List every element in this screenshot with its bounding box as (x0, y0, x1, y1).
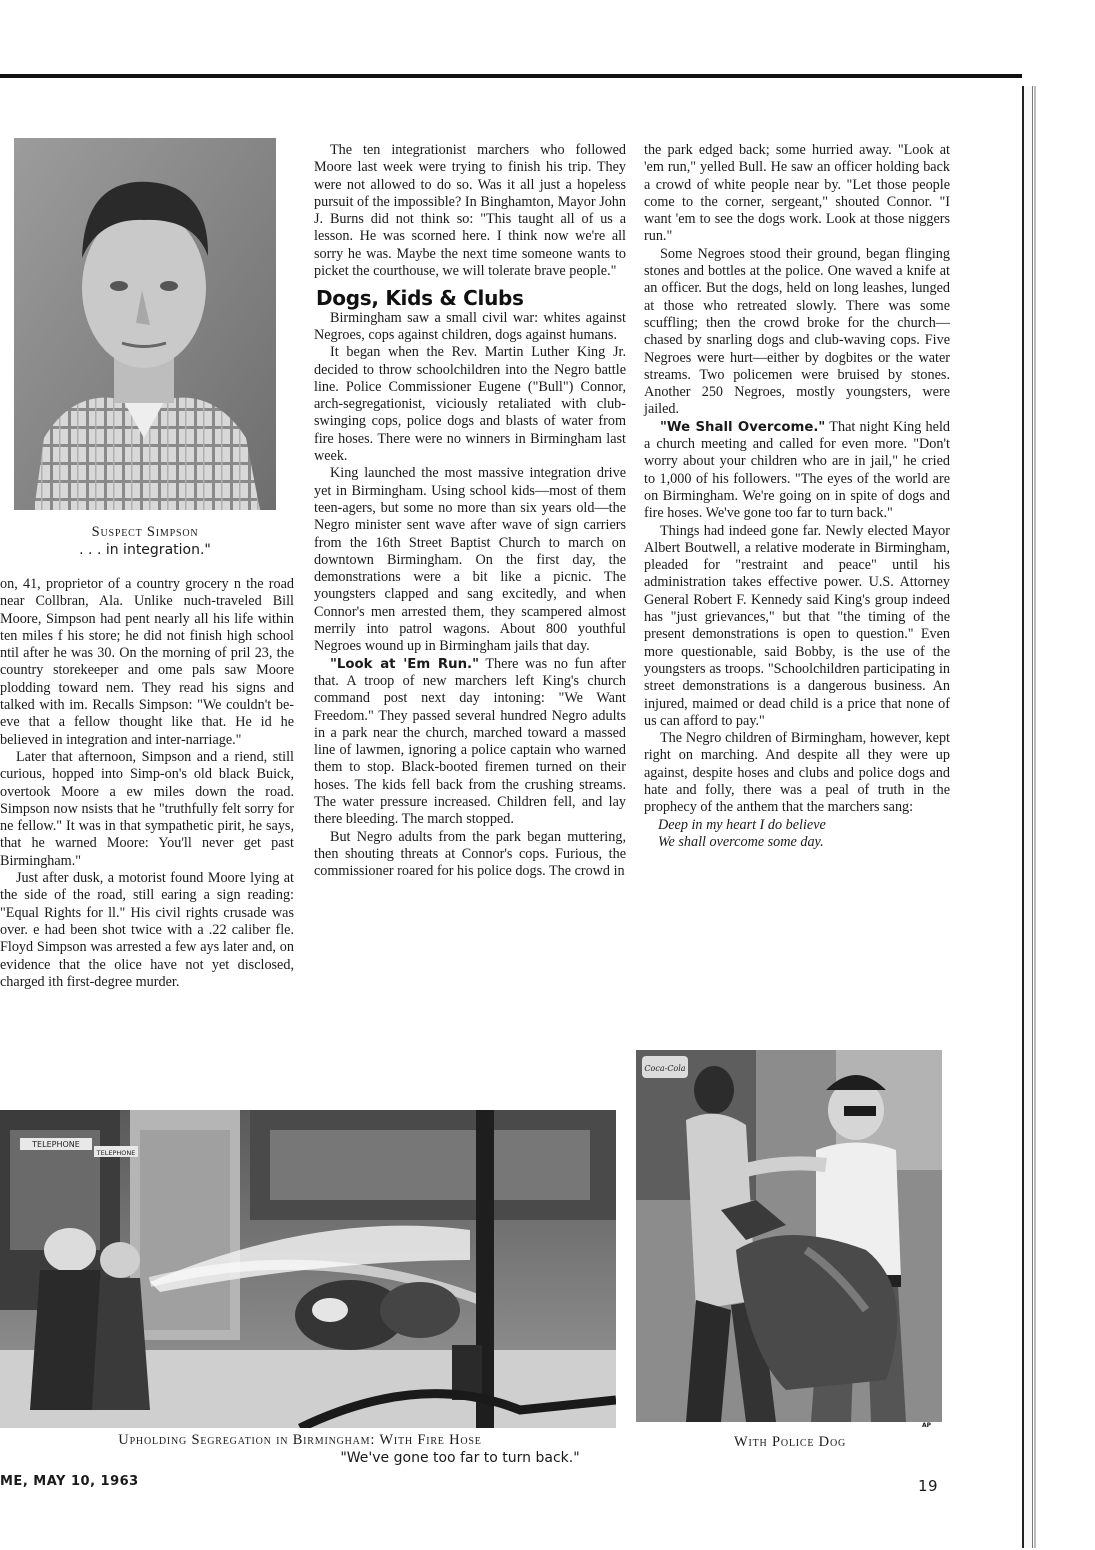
page-edge (1022, 86, 1033, 1548)
telephone-sign: TELEPHONE (96, 1149, 136, 1157)
page-edge-shadow (1034, 86, 1036, 1548)
police-dog-caption: With Police Dog (733, 1434, 846, 1450)
portrait-quote: . . . in integration." (79, 542, 211, 558)
top-rule (0, 74, 1022, 78)
anthem-line: We shall overcome some day. (658, 833, 824, 850)
photo-credit: AP (922, 1422, 932, 1429)
anthem-line: Deep in my heart I do believe (658, 816, 826, 833)
column2-paragraph (314, 656, 626, 829)
page-number: 19 (918, 1477, 939, 1495)
column3-paragraph: Some Negroes stood their ground, began flinging stones and bottles at the police. One waved a knife at an officer. But the dogs, held on long leashes, lunged at those who retreated slowly. There was some scuffling; then the crowd broke for the church—chased by snarling dogs and club-waving cops. Five Negroes were hurt—either by dogbites or the water streams. Two policemen were bruised by stones. Another 250 Negroes, mostly youngsters, were jailed. (644, 245, 950, 418)
column3-paragraph: the park edged back; some hurried away. "Look at 'em run," yelled Bull. He saw an officer holding back a crowd of white people near by. "Let those people come to the corner, sergeant," shouted Connor. "I want 'em to see the dogs work. Look at those niggers run." (644, 142, 950, 245)
column2-paragraph: It began when the Rev. Martin Luther King Jr. decided to throw schoolchildren into the Negro battle line. Police Commissioner Eugene ("Bull") Connor, arch-segregationist, viciously retaliated with club-swinging cops, police dogs and blasts of water from fire hoses. There were no winners in Birmingham last week. (314, 344, 626, 465)
telephone-sign: TELEPHONE (32, 1140, 80, 1149)
column-2 (314, 142, 626, 880)
column2-intro: The ten integrationist marchers who followed Moore last week were trying to finish his trip. They were not allowed to do so. Was it all just a hopeless pursuit of the impossible? In Binghamton, Mayor John J. Burns did not think so: "This taught all of us a lesson. He was scorned here. I think now we're all sorry he was. Maybe the next time someone wants to picket the courthouse, we will tolerate brave people." (314, 142, 626, 280)
fire-hose-image (0, 1110, 616, 1428)
column3-paragraph: Things had indeed gone far. Newly elected Mayor Albert Boutwell, a relative moderate in Birmingham, pleaded for "restraint and peace" until his administration takes effective power. U.S. Attorney General Robert F. Kennedy said King's group indeed has "just grievances," but that "the timing of the present demonstrations is open to question." Even more questionable, said Bobby, is the use of the youngsters as troops. "Schoolchildren participating in street demonstrations is a dangerous business. An injured, maimed or dead child is a price that none of us can afford to pay." (644, 522, 950, 729)
portrait-caption: Suspect Simpson (91, 524, 199, 540)
column3-paragraph: The Negro children of Birmingham, however, kept right on marching. And despite all they were up against, despite hoses and clubs and police dogs and hate and folly, there was a peal of truth in the prophecy of the anthem that the marchers sang: (644, 730, 950, 816)
column1-paragraph: Just after dusk, a motorist found Moore lying at the side of the road, still earing a sign reading: "Equal Rights for ll." His civil rights crusade was over. e had been shot twice with a .22 caliber fle. Floyd Simpson was arrested a few ays later and, on evidence that the olice have not yet disclosed, charged ith first-degree murder. (0, 870, 294, 990)
run-in-heading: "We Shall Overcome." (660, 419, 826, 435)
fire-hose-photo (0, 1110, 616, 1428)
fire-hose-caption: Upholding Segregation in Birmingham: With Fire Hose (118, 1432, 482, 1448)
column-3 (644, 142, 950, 851)
column2-paragraph: King launched the most massive integration drive yet in Birmingham. Using school kids—most of them teen-agers, but some no more than six years old—the Negro minister sent wave after wave of sign carriers from the 16th Street Baptist Church to march on downtown Birmingham. On the first day, the demonstrations were a bit like a picnic. The youngsters clapped and sang excitedly, and when Connor's men arrested them, they scampered almost merrily into patrol wagons. About 800 youthful Negroes wound up in Birmingham jails that day. (314, 465, 626, 655)
police-dog-image (636, 1050, 942, 1422)
column1-paragraph: Later that afternoon, Simpson and a riend, still curious, hopped into Simp-on's old black Buick, overtook Moore a ew miles down the road. Simpson now nsists that he "truthfully felt sorry for ne fellow." It was in that sympathetic pirit, he says, that he warned Moore: You'll never get past Birmingham." (0, 748, 294, 869)
coca-cola-sign: Coca-Cola (644, 1064, 686, 1073)
column1-paragraph: on, 41, proprietor of a country grocery n the road near Collbran, Ala. Unlike nuch-traveled Bill Moore, Simpson had pent nearly all his life within ten miles f his store; he did not finish high school ntil after he was 30. On the morning of pril 23, the country storekeeper and ome pals saw Moore plodding toward nem. They read his signs and talked with im. Recalls Simpson: "We couldn't be-eve that a fellow thought like that. He id he believed in integration and inter-narriage." (0, 576, 294, 748)
portrait-photo (14, 138, 276, 510)
run-in-heading: "Look at 'Em Run." (330, 656, 480, 672)
portrait-image (14, 138, 276, 510)
column2-paragraph: Birmingham saw a small civil war: whites against Negroes, cops against children, dogs against humans. (314, 309, 626, 343)
paragraph-text: That night King held a church meeting and called for even more. "Don't worry about your children who are in jail," he cried to 1,000 of his followers. "The eyes of the world are on Birmingham. We're going on in spite of dogs and fire hoses. We've gone too far to turn back." (644, 418, 950, 522)
dateline: ME, MAY 10, 1963 (0, 1474, 139, 1489)
fire-hose-quote: "We've gone too far to turn back." (340, 1450, 580, 1466)
column3-paragraph (644, 419, 950, 523)
section-heading: Dogs, Kids & Clubs (316, 286, 524, 311)
police-dog-photo (636, 1050, 942, 1422)
column2-paragraph: But Negro adults from the park began muttering, then shouting threats at Connor's cops. Furious, the commissioner roared for his police dogs. The crowd in (314, 828, 626, 880)
column-1 (0, 576, 294, 991)
paragraph-text: There was no fun after that. A troop of new marchers left King's church command post next day intoning: "We Want Freedom." They passed several hundred Negro adults in a park near the church, marched toward a massed line of lawmen, ignoring a police captain who warned them to stop. Black-booted firemen turned on their hoses. The kids fell back from the crushing streams. The water pressure increased. Children fell, and lay there bleeding. The march stopped. (314, 655, 626, 828)
